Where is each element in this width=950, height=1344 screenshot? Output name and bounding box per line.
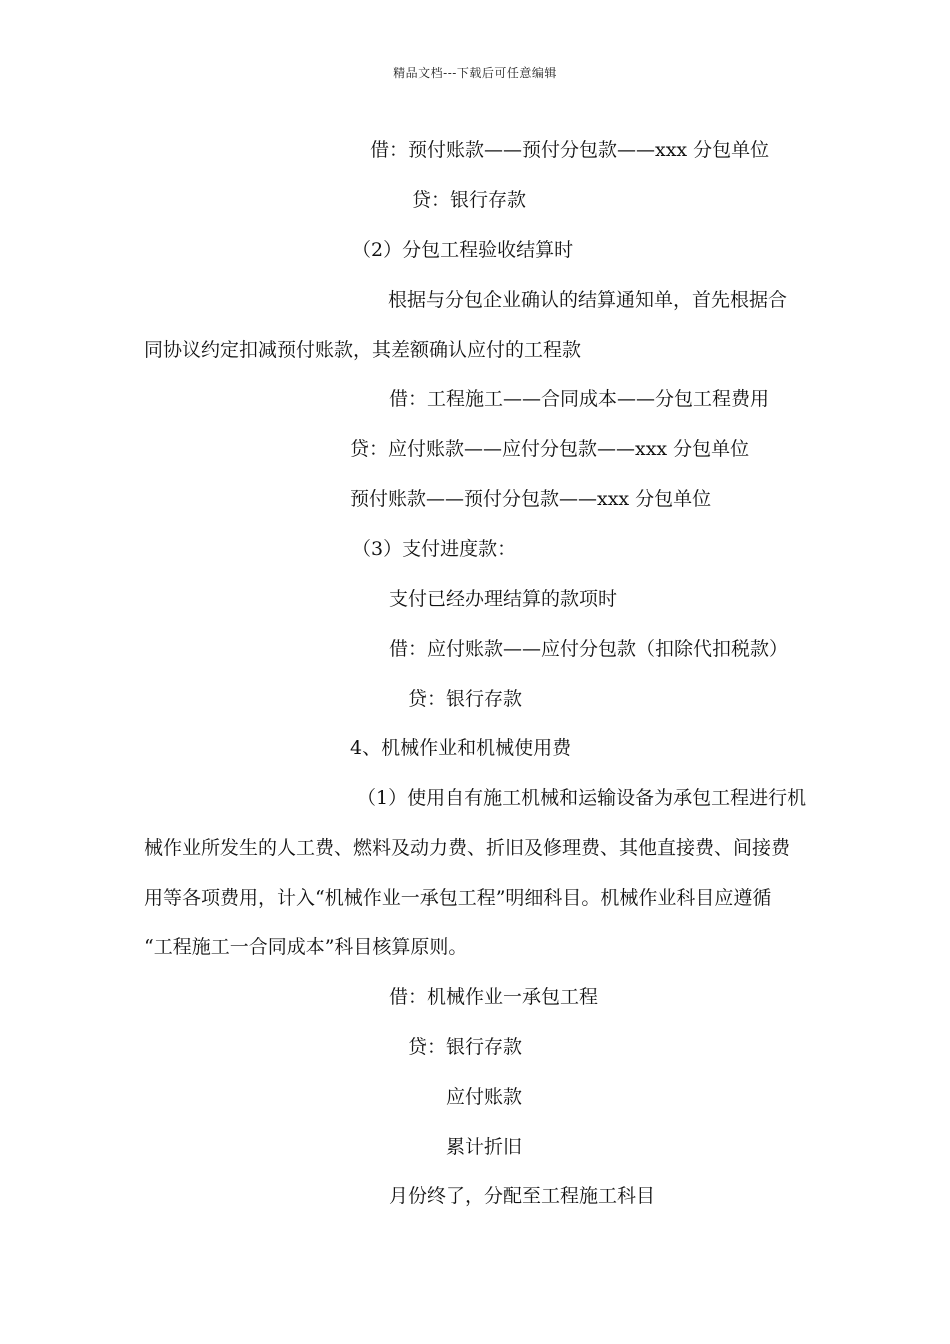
text-settled-payment: 支付已经办理结算的款项时	[389, 588, 618, 610]
paragraph-settlement-line1: 根据与分包企业确认的结算通知单，首先根据合	[388, 289, 788, 311]
page-header: 精品文档---下载后可任意编辑	[393, 66, 557, 80]
paragraph-machinery-line2: 械作业所发生的人工费、燃料及动力费、折旧及修理费、其他直接费、间接费	[144, 837, 791, 859]
paragraph-settlement-line2: 同协议约定扣减预付账款，其差额确认应付的工程款	[144, 339, 582, 361]
entry-credit-bank-2: 贷：银行存款	[408, 688, 523, 710]
paragraph-machinery-line1: （1）使用自有施工机械和运输设备为承包工程进行机	[357, 787, 807, 809]
section-heading-machinery: 4、机械作业和机械使用费	[350, 737, 572, 759]
entry-credit-payable: 贷：应付账款——应付分包款——xxx 分包单位	[350, 438, 750, 460]
entry-credit-bank-3: 贷：银行存款	[408, 1036, 523, 1058]
entry-debit-machinery: 借：机械作业一承包工程	[389, 986, 599, 1008]
section-heading-progress-payment: （3）支付进度款：	[352, 538, 517, 560]
entry-credit-payable-2: 应付账款	[446, 1086, 523, 1108]
entry-credit-bank: 贷：银行存款	[412, 189, 527, 211]
section-heading-settlement: （2）分包工程验收结算时	[352, 239, 574, 261]
entry-debit-construction: 借：工程施工——合同成本——分包工程费用	[389, 388, 770, 410]
entry-debit-prepaid: 借：预付账款——预付分包款——xxx 分包单位	[370, 139, 770, 161]
text-month-end: 月份终了，分配至工程施工科目	[389, 1185, 656, 1207]
entry-debit-payable: 借：应付账款——应付分包款（扣除代扣税款）	[389, 638, 789, 660]
paragraph-machinery-line4: “工程施工一合同成本”科目核算原则。	[144, 936, 468, 958]
paragraph-machinery-line3: 用等各项费用，计入“机械作业一承包工程”明细科目。机械作业科目应遵循	[144, 887, 772, 909]
entry-credit-prepaid: 预付账款——预付分包款——xxx 分包单位	[350, 488, 712, 510]
entry-credit-depreciation: 累计折旧	[446, 1136, 523, 1158]
